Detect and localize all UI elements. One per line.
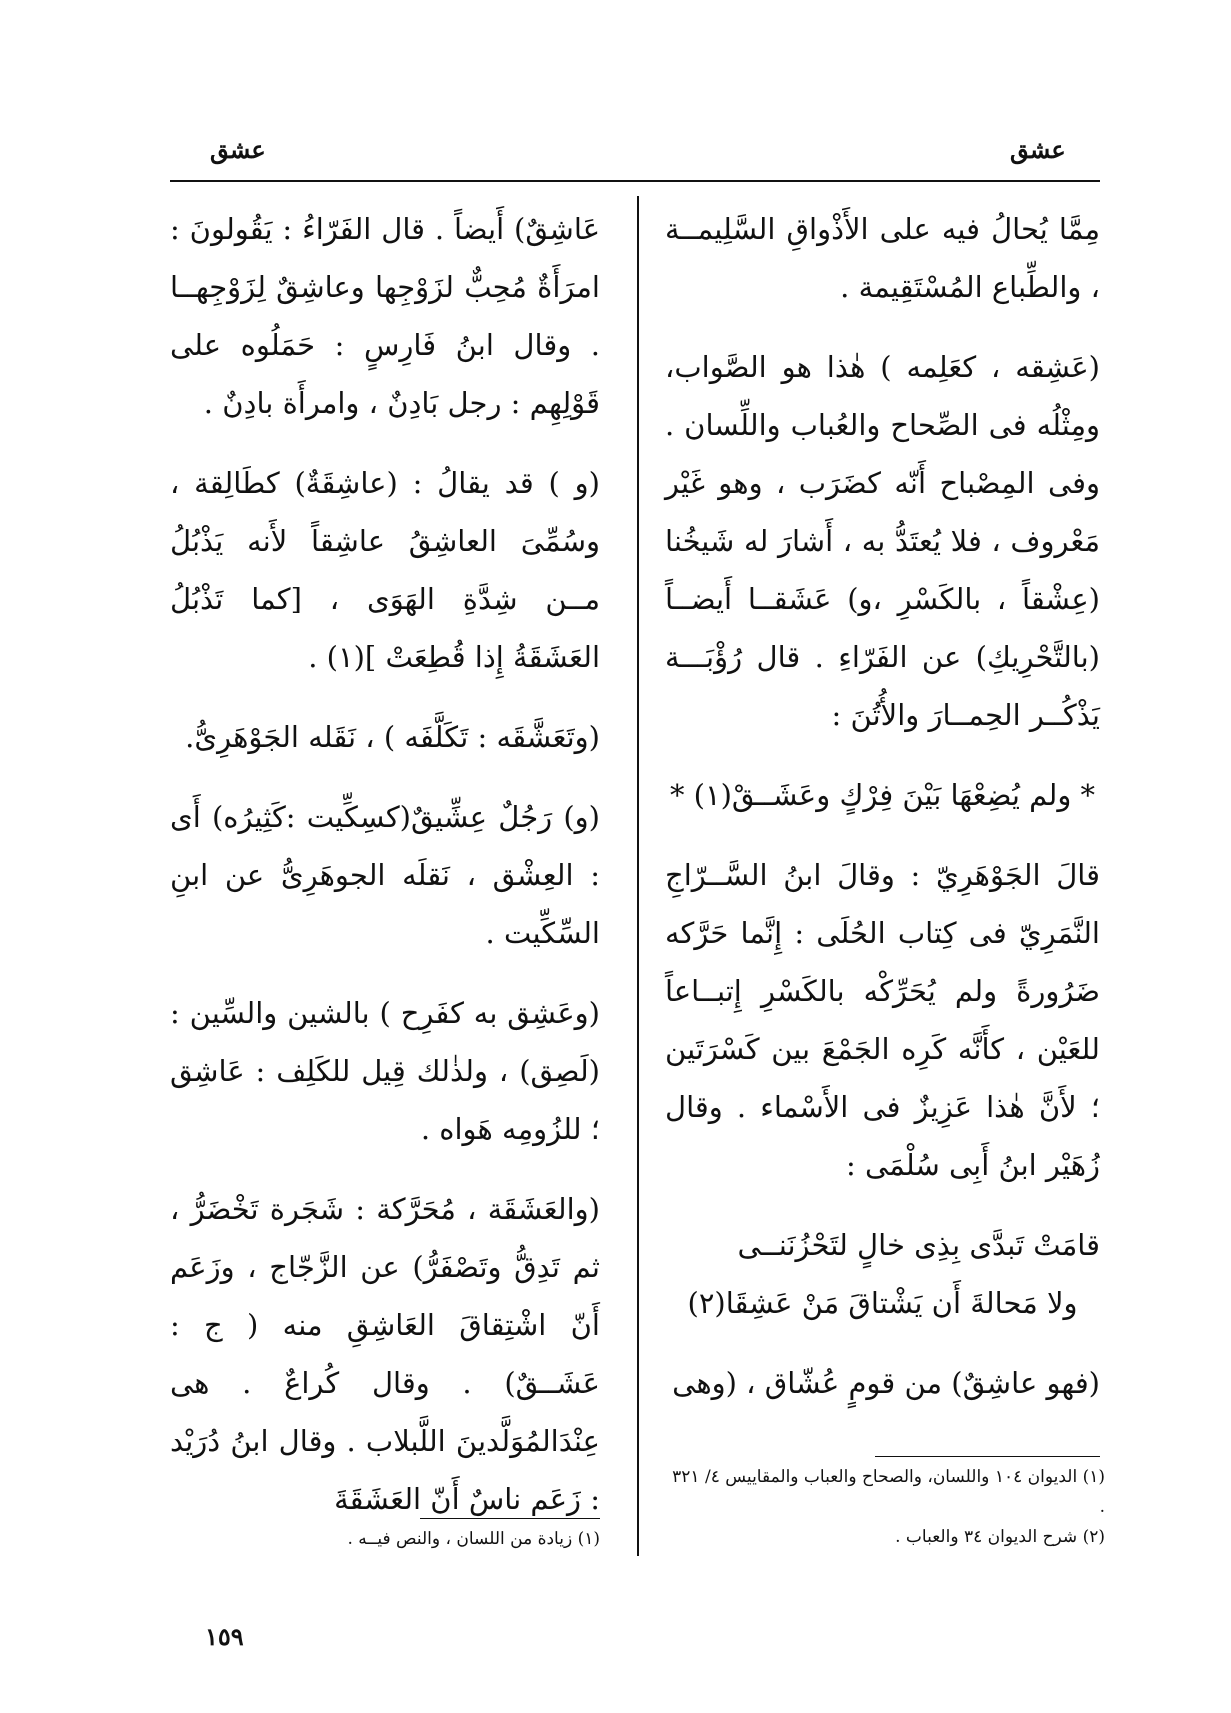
left-column <box>170 200 600 1550</box>
right-paragraph-1: مِمَّا يُحالُ فيه على الأَذْواقِ السَّلِيمــة ، والطِّباع المُسْتَقِيمة . <box>665 212 1100 304</box>
right-verse-2b: ولا مَحالةَ أَن يَشْتاقَ مَنْ عَشِقَا(٢) <box>687 1286 1078 1320</box>
left-paragraph-1: عَاشِقٌ) أَيضاً . قال الفَرّاءُ : يَقُولونَ : امرَأَةٌ مُحِبٌّ لزَوْجِها وعاشِقٌ لِزَوْجِهــا . وقال ابنُ فَارِسٍ : حَمَلُوه على قَوْلِهِم : رجل بَادِنٌ ، وامرأَة بادِنٌ . <box>170 212 600 420</box>
left-paragraph-4: (و) رَجُلٌ عِشِّيقٌ(كسِكِّيت :كَثِيرُه) أَى : العِشْق ، نَقلَه الجوهَرِىُّ عن ابنِ السِّكِّيت . <box>170 800 600 950</box>
footnote-right-1: (١) الديوان ١٠٤ واللسان، والصحاح والعباب والمقاييس ٤/ ٣٢١ . <box>672 1467 1105 1517</box>
right-paragraph-4: (فهو عاشِقٌ) من قومٍ عُشّاق ، (وهى <box>672 1366 1100 1400</box>
footnote-left-1: (١) زيادة من اللسان ، والنص فيــه . <box>347 1529 600 1549</box>
right-column <box>665 200 1100 1434</box>
right-verse-1: * ولم يُضِعْهَا بَيْنَ فِرْكٍ وعَشَــقْ(١) * <box>669 778 1096 812</box>
column-divider <box>637 196 639 1556</box>
left-paragraph-3: (وتَعَشَّقَه : تَكَلَّفَه ) ، نَقَله الجَوْهَرِىُّ. <box>185 720 600 754</box>
running-head-right: عشق <box>1010 135 1066 164</box>
footnotes-right <box>665 1462 1105 1552</box>
right-paragraph-2: (عَشِقه ، كعَلِمه ) هٰذا هو الصَّواب، ومِثْلُه فى الصِّحاح والعُباب واللِّسان . وفى المِصْباح أَنّه كضَرَب ، وهو غَيْر مَعْروف ، فلا يُعتَدُّ به ، أَشارَ له شَيخُنا (عِشْقاً ، بالكَسْرِ ،و) عَشَقــا أَيضــاً (بالتَّحْرِيكِ) عن الفَرّاءِ . قال رُؤْبَـــة يَذْكُــر الحِمــارَ والأُتُنَ : <box>665 350 1100 732</box>
left-paragraph-5: (وعَشِق به كفَرِح ) بالشين والسِّين : (لَصِق) ، ولذٰلك قِيل للكَلِف : عَاشِق ؛ للزُومِه هَواه . <box>170 996 600 1146</box>
left-paragraph-2: (و ) قد يقالُ : (عاشِقَةٌ) كطَالِقة ، وسُمِّىَ العاشِقُ عاشِقاً لأَنه يَذْبُلُ مــن شِدَّةِ الهَوَى ، [كما تَذْبُلُ العَشَقَةُ إِذا قُطِعَتْ ](١) . <box>170 466 600 674</box>
page-number: ١٥٩ <box>205 1622 244 1651</box>
footnote-rule-right <box>875 1456 1100 1457</box>
right-verse-2a: قامَتْ تَبدَّى بِذِى خالٍ لتَحْزُنَنــى <box>737 1228 1100 1262</box>
running-head-left: عشق <box>210 135 266 164</box>
footnote-right-2: (٢) شرح الديوان ٣٤ والعباب . <box>895 1527 1105 1547</box>
header-rule <box>170 180 1100 182</box>
left-paragraph-6: (والعَشَقَة ، مُحَرَّكة : شَجَرة تَخْضَرُّ ، ثم تَدِقُّ وتَصْفَرُّ) عن الزَّجّاج ، وزَعَم أَنّ اشْتِقاقَ العَاشِقِ منه ( ج : عَشَــقٌ) . وقال كُراعٌ . هى عِنْدَالمُوَلَّدينَ اللَّبلاب . وقال ابنُ دُرَيْد : زَعَم ناسٌ أَنّ العَشَقَةَ <box>170 1192 600 1516</box>
footnote-rule-left <box>420 1518 600 1519</box>
footnotes-left <box>170 1524 600 1554</box>
right-paragraph-3: قالَ الجَوْهَرِيّ : وقالَ ابنُ السَّــرّاجِ النَّمَرِيّ فى كِتاب الحُلَى : إِنَّما حَرَّكه ضَرُورةً ولم يُحَرِّكْه بالكَسْرِ إِتبــاعاً للعَيْن ، كأَنَّه كَرِه الجَمْعَ بين كَسْرَتَين ؛ لأَنَّ هٰذا عَزِيزٌ فى الأَسْماء . وقال زُهَيْر ابنُ أَبِى سُلْمَى : <box>665 858 1100 1182</box>
